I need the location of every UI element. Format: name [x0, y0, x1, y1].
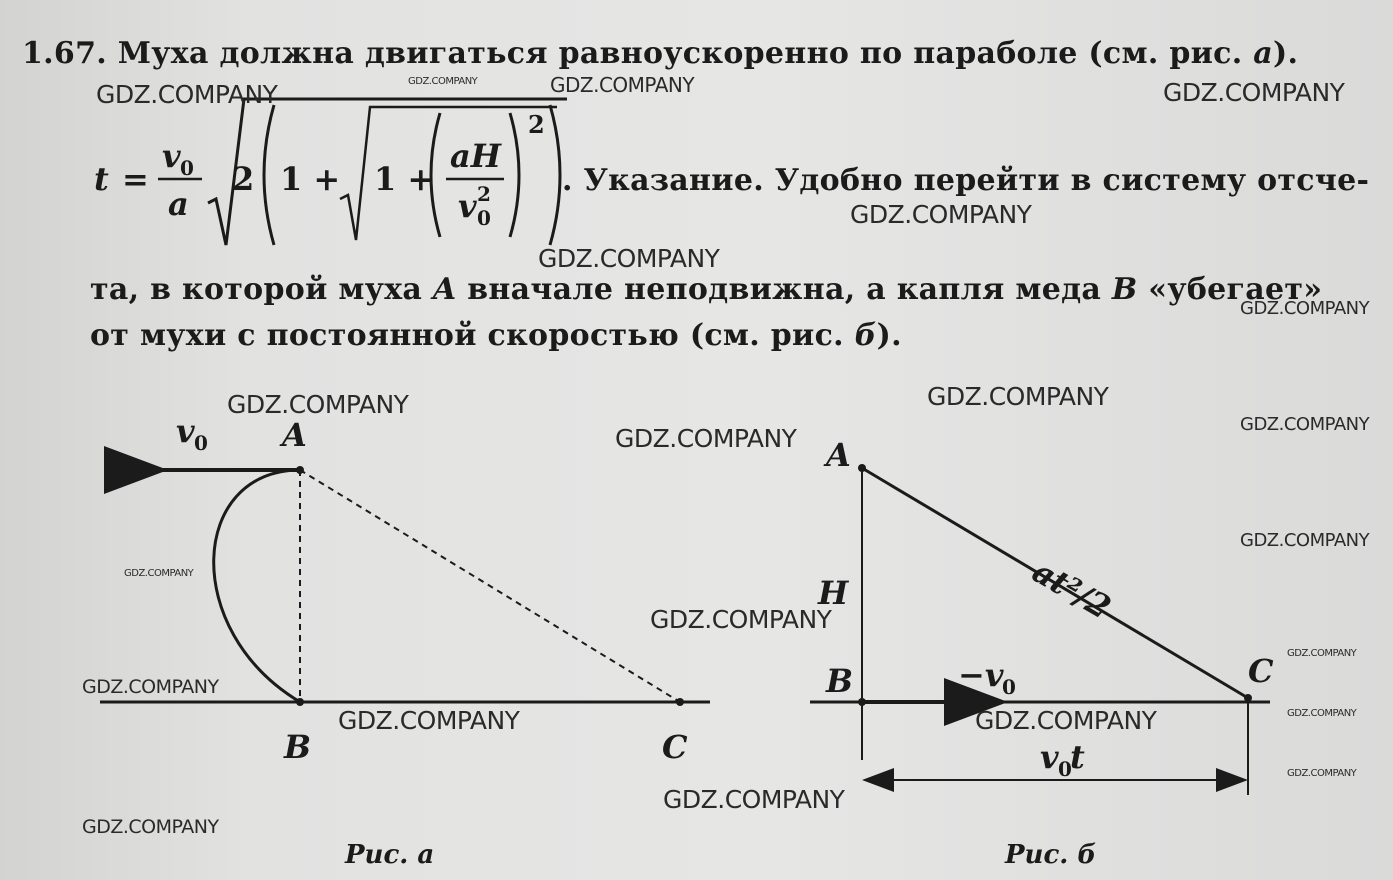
watermark: GDZ.COMPANY	[850, 200, 1032, 229]
watermark: GDZ.COMPANY	[1240, 530, 1370, 551]
watermark: GDZ.COMPANY	[124, 568, 194, 579]
watermark: GDZ.COMPANY	[82, 676, 219, 698]
problem-text-3c: «убегает»	[1137, 272, 1323, 307]
time-formula	[22, 95, 602, 265]
watermark: GDZ.COMPANY	[650, 605, 832, 634]
formula-num-v: v	[162, 137, 181, 175]
formula-one-a: 1 +	[280, 160, 341, 198]
honey-B: B	[1111, 272, 1138, 307]
formula-one-b: 1 +	[374, 160, 435, 198]
fig-a-v0-label: v	[176, 412, 195, 450]
formula-num-sub: 0	[180, 156, 194, 180]
watermark: GDZ.COMPANY	[96, 80, 278, 109]
fig-b-minus-v0-sub: 0	[1002, 675, 1016, 699]
formula-outer-sup: 2	[528, 110, 545, 139]
problem-line-4	[90, 318, 902, 353]
watermark: GDZ.COMPANY	[408, 76, 478, 87]
formula-two: 2	[232, 160, 255, 198]
problem-number: 1.67.	[22, 36, 108, 71]
fig-a-label-B: B	[284, 728, 312, 766]
formula-aH: aH	[450, 137, 501, 175]
fig-b-v0t-sub: 0	[1058, 757, 1072, 781]
fig-b-point-A	[858, 464, 866, 472]
formula-den-a: a	[168, 185, 189, 223]
watermark: GDZ.COMPANY	[227, 390, 409, 419]
problem-text-4a: от мухи с постоянной скоростью (см. рис.	[90, 318, 855, 353]
fig-b-label-A: A	[826, 436, 851, 474]
watermark: GDZ.COMPANY	[1287, 648, 1357, 659]
fig-a-label-C: C	[662, 728, 688, 766]
formula-equals: =	[122, 160, 149, 198]
formula-t: t	[94, 160, 109, 198]
problem-text-1-end: ).	[1272, 36, 1299, 71]
fly-A: A	[432, 272, 457, 307]
watermark: GDZ.COMPANY	[1240, 414, 1370, 435]
fig-a-point-A	[296, 466, 304, 474]
fig-a-point-B	[296, 698, 304, 706]
figure-ref-b: б	[854, 318, 877, 353]
watermark: GDZ.COMPANY	[1240, 298, 1370, 319]
fig-b-point-C	[1244, 694, 1252, 702]
fig-b-label-B: B	[826, 662, 854, 700]
figure-ref-a: а	[1253, 36, 1273, 71]
figure-b	[790, 380, 1350, 880]
fig-b-label-at2: at²/2	[1026, 552, 1118, 627]
fig-b-v0t-t: t	[1070, 738, 1085, 776]
fig-b-label-v0t: v	[1040, 738, 1059, 776]
watermark: GDZ.COMPANY	[663, 785, 845, 814]
fig-b-drawing	[810, 436, 1274, 795]
problem-line-3	[90, 272, 1322, 307]
formula-den-v-sup: 2	[477, 182, 491, 206]
watermark: GDZ.COMPANY	[927, 382, 1109, 411]
watermark: GDZ.COMPANY	[550, 73, 695, 97]
fig-a-point-C	[676, 698, 684, 706]
fig-b-caption: Рис. б	[1005, 840, 1097, 870]
problem-text-4-end: ).	[876, 318, 902, 353]
watermark: GDZ.COMPANY	[1287, 768, 1357, 779]
fig-b-label-minus-v0: −v	[958, 656, 1004, 694]
watermark: GDZ.COMPANY	[975, 706, 1157, 735]
fig-b-label-H: H	[818, 574, 849, 612]
hint-text: Удобно перейти в систему отсче-	[763, 163, 1370, 198]
problem-line-2	[562, 163, 1369, 198]
fig-a-label-A: A	[282, 416, 307, 454]
fig-a-parabola	[214, 470, 300, 702]
formula-den-v-sub: 0	[477, 206, 491, 230]
watermark: GDZ.COMPANY	[338, 706, 520, 735]
problem-line-1	[22, 36, 1298, 71]
hint-label: . Указание.	[562, 163, 764, 198]
formula-den-v: v	[458, 187, 477, 225]
watermark: GDZ.COMPANY	[615, 424, 797, 453]
fig-a-caption: Рис. а	[345, 840, 435, 870]
fig-b-label-C: C	[1248, 652, 1274, 690]
watermark: GDZ.COMPANY	[538, 244, 720, 273]
problem-text-3a: та, в которой муха	[90, 272, 433, 307]
problem-text-1: Муха должна двигаться равноускоренно по параболе (см. рис.	[117, 36, 1254, 71]
fig-a-v0-sub: 0	[194, 431, 208, 455]
fig-b-point-B	[858, 698, 866, 706]
problem-text-3b: вначале неподвижна, а капля меда	[456, 272, 1112, 307]
watermark: GDZ.COMPANY	[1287, 708, 1357, 719]
fig-a-diagonal-dashed	[300, 470, 680, 702]
watermark: GDZ.COMPANY	[82, 816, 219, 838]
watermark: GDZ.COMPANY	[1163, 78, 1345, 107]
